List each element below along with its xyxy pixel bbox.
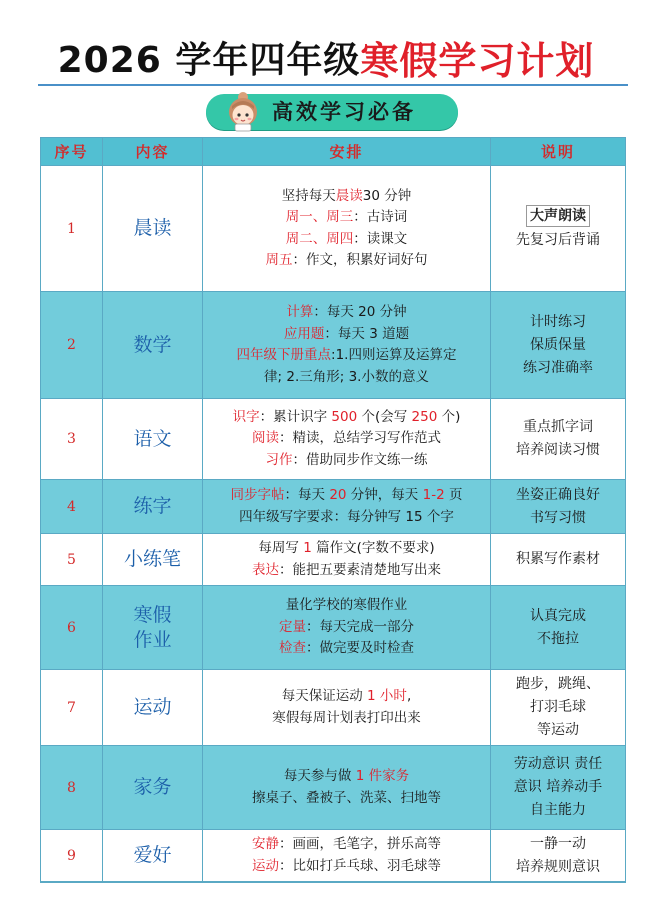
header-note: 说明	[491, 138, 625, 166]
row-topic: 运动	[103, 670, 203, 746]
note-line: 积累写作素材	[516, 551, 600, 567]
arrangement-line: 每天参与做 1 件家务	[283, 768, 410, 784]
note-stamp: 大声朗读	[526, 205, 590, 227]
arrangement-line: 阅读：精读，总结学习写作范式	[252, 430, 441, 447]
arrangement-line: 寒假每周计划表打印出来	[272, 709, 421, 726]
table-row	[41, 166, 625, 292]
row-index: 3	[41, 399, 103, 480]
row-index: 5	[41, 534, 103, 586]
arrangement-line: 周五：作文，积累好词好句	[265, 252, 428, 268]
arrangement-line: 周二、周四：读课文	[285, 230, 408, 247]
row-note	[491, 586, 625, 670]
row-topic: 数学	[103, 292, 203, 399]
arrangement-line: 同步字帖：每天 20 分钟，每天 1-2 页	[230, 487, 463, 503]
arrangement-line: 表达：能把五要素清楚地写出来	[252, 561, 441, 578]
table-header	[41, 138, 625, 166]
row-note	[491, 746, 625, 830]
note-line: 劳动意识 责任	[513, 756, 603, 772]
table-row	[41, 670, 625, 746]
title-year-grade: 2026 学年四年级	[57, 40, 361, 81]
row-index: 8	[41, 746, 103, 830]
arrangement-line: 习作：借助同步作文练一练	[265, 451, 428, 468]
arrangement-line: 安静：画画，毛笔字，拼乐高等	[252, 836, 441, 852]
row-index: 9	[41, 830, 103, 882]
note-line: 先复习后背诵	[516, 232, 600, 248]
table-row	[41, 746, 625, 830]
row-arrangement	[203, 480, 491, 534]
note-line: 不拖拉	[537, 630, 579, 647]
note-line: 培养阅读习惯	[516, 442, 600, 458]
row-note	[491, 399, 625, 480]
row-topic: 练字	[103, 480, 203, 534]
row-topic: 小练笔	[103, 534, 203, 586]
row-note	[491, 670, 625, 746]
plan-table	[40, 137, 626, 883]
row-index: 2	[41, 292, 103, 399]
note-line: 意识 培养动手	[513, 779, 603, 795]
table-row	[41, 534, 625, 586]
arrangement-line: 周一、周三：古诗词	[285, 209, 408, 225]
note-line: 等运动	[537, 722, 579, 738]
note-line: 练习准确率	[523, 359, 593, 376]
arrangement-line: 应用题：每天 3 道题	[283, 325, 410, 342]
row-note	[491, 830, 625, 882]
subtitle-badge	[206, 94, 458, 130]
note-line: 打羽毛球	[530, 699, 586, 715]
row-index: 4	[41, 480, 103, 534]
row-note	[491, 166, 625, 292]
arrangement-line: 定量：每天完成一部分	[279, 618, 414, 635]
arrangement-line: 识字：累计识字 500 个(会写 250 个)	[232, 408, 461, 425]
arrangement-line: 每天保证运动 1 小时,	[281, 688, 412, 704]
row-arrangement	[203, 399, 491, 480]
row-arrangement	[203, 830, 491, 882]
table-row	[41, 399, 625, 480]
arrangement-line: 量化学校的寒假作业	[285, 597, 408, 614]
table-row	[41, 586, 625, 670]
header-content: 内容	[103, 138, 203, 166]
note-line: 书写习惯	[530, 509, 586, 526]
table-row	[41, 830, 625, 882]
arrangement-line: 运动：比如打乒乓球、羽毛球等	[252, 857, 441, 874]
header-arrangement: 安排	[203, 138, 491, 166]
row-index: 6	[41, 586, 103, 670]
table-row	[41, 480, 625, 534]
row-note	[491, 292, 625, 399]
note-line: 坐姿正确良好	[516, 486, 600, 503]
row-topic: 家务	[103, 746, 203, 830]
row-index: 7	[41, 670, 103, 746]
row-arrangement	[203, 670, 491, 746]
arrangement-line: 坚持每天晨读30 分钟	[281, 187, 412, 204]
arrangement-line: 检查：做完要及时检查	[279, 640, 414, 657]
row-note	[491, 534, 625, 586]
girl-avatar-icon	[224, 90, 262, 132]
subtitle-text: 高效学习必备	[272, 100, 416, 124]
note-line: 自主能力	[530, 802, 586, 818]
header-index: 序号	[41, 138, 103, 166]
title-divider	[38, 84, 628, 86]
row-index: 1	[41, 166, 103, 292]
page-title	[0, 30, 652, 82]
row-topic: 爱好	[103, 830, 203, 882]
note-line: 一静一动	[530, 835, 586, 852]
row-arrangement	[203, 166, 491, 292]
arrangement-line: 四年级下册重点:1.四则运算及运算定	[236, 347, 457, 363]
arrangement-line: 擦桌子、叠被子、洗菜、扫地等	[252, 789, 441, 806]
row-arrangement	[203, 586, 491, 670]
note-line: 认真完成	[530, 607, 586, 624]
arrangement-line: 四年级写字要求：每分钟写 15 个字	[239, 508, 454, 525]
row-topic: 寒假 作业	[103, 586, 203, 670]
arrangement-line: 计算：每天 20 分钟	[286, 304, 407, 320]
arrangement-line: 每周写 1 篇作文(字数不要求)	[258, 540, 435, 556]
row-arrangement	[203, 746, 491, 830]
note-line: 培养规则意识	[516, 858, 600, 875]
note-line: 跑步，跳绳、	[516, 676, 600, 692]
table-row	[41, 292, 625, 399]
title-plan: 寒假学习计划	[360, 39, 595, 83]
row-arrangement	[203, 534, 491, 586]
note-line: 保质保量	[530, 336, 586, 353]
note-line: 重点抓字词	[523, 419, 593, 435]
row-note	[491, 480, 625, 534]
note-line: 计时练习	[530, 313, 586, 330]
row-topic: 语文	[103, 399, 203, 480]
arrangement-line: 律; 2.三角形; 3.小数的意义	[264, 368, 429, 385]
row-topic: 晨读	[103, 166, 203, 292]
row-arrangement	[203, 292, 491, 399]
